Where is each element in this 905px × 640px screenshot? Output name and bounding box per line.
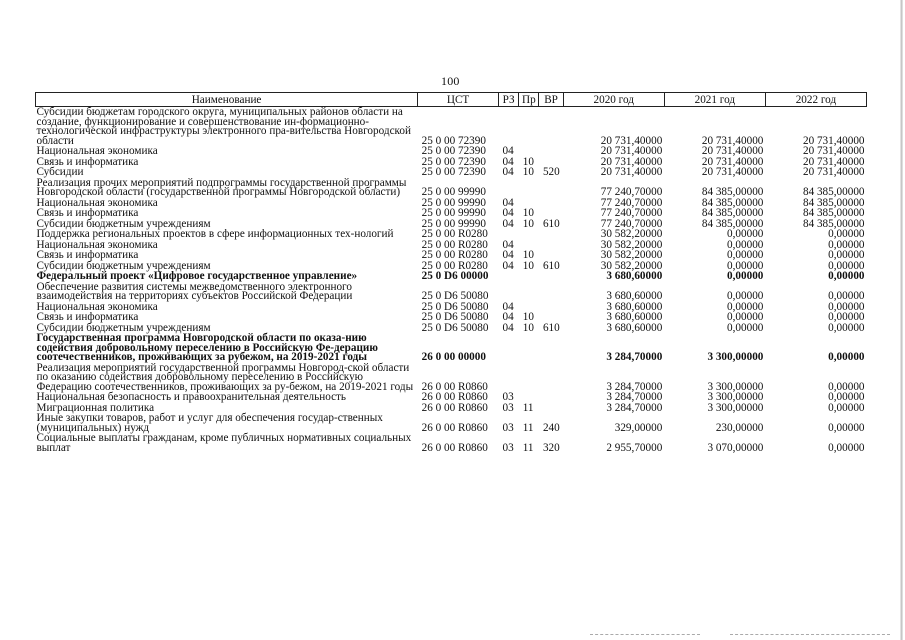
row-cst: 25 0 00 72390: [421, 145, 486, 157]
row-2022: 0,00000: [828, 421, 865, 434]
row-2021: 0,00000: [727, 270, 764, 282]
header-vr: ВР: [539, 93, 563, 107]
table-row: [36, 229, 867, 240]
row-pr: [519, 229, 539, 240]
row-vr: 610: [542, 259, 560, 272]
table-row: [36, 250, 867, 261]
row-rz: 04: [502, 321, 514, 334]
row-cst: 25 0 00 99990: [421, 207, 486, 219]
row-rz: 04: [502, 311, 514, 323]
row-2020: 77 240,70000: [600, 217, 663, 230]
row-cst: 25 0 D6 00000: [421, 270, 489, 282]
header-2020: 2020 год: [563, 93, 664, 107]
row-2021: 0,00000: [727, 249, 764, 261]
row-vr: [539, 178, 563, 198]
row-2020: 3 284,70000: [606, 401, 663, 414]
budget-table: [35, 92, 867, 453]
row-cst: 25 0 00 R0280: [421, 249, 488, 261]
row-name: Государственная программа Новгородской области по оказа-нию содействия добровольному переселению в Российскую Фе-дерацию соотечественников, проживающих за рубежом, на 2019-2021 годы: [36, 332, 378, 363]
scan-edge: [900, 0, 903, 640]
row-2022: 84 385,00000: [802, 186, 865, 198]
row-cst: 26 0 00 R0860: [421, 391, 488, 403]
row-vr: [539, 240, 563, 251]
row-rz: 04: [502, 155, 514, 168]
row-cst: 25 0 D6 50080: [421, 321, 489, 334]
row-vr: [539, 312, 563, 323]
row-cst: 25 0 00 99990: [421, 196, 486, 209]
table-row: [36, 178, 867, 198]
row-rz: 04: [502, 166, 514, 178]
row-2022: 0,00000: [828, 351, 865, 363]
row-2021: 0,00000: [727, 259, 764, 272]
row-2021: 20 731,40000: [701, 166, 764, 178]
row-vr: [539, 392, 563, 403]
row-pr: 10: [522, 166, 534, 178]
row-2020: 3 680,60000: [606, 300, 663, 313]
row-vr: [539, 198, 563, 209]
row-2020: 20 731,40000: [600, 166, 663, 178]
row-2022: 0,00000: [828, 249, 865, 261]
row-rz: 04: [502, 249, 514, 261]
row-vr: [539, 403, 563, 414]
row-cst: 25 0 D6 50080: [421, 300, 489, 313]
table-row: [36, 312, 867, 323]
row-vr: [539, 302, 563, 313]
row-pr: [519, 107, 539, 147]
row-2020: 20 731,40000: [600, 155, 663, 168]
row-2020: 30 582,20000: [600, 228, 663, 240]
row-vr: 320: [542, 441, 560, 454]
row-2022: 0,00000: [828, 228, 865, 240]
row-2020: 30 582,20000: [600, 249, 663, 261]
row-2020: 3 680,60000: [606, 311, 663, 323]
row-rz: 04: [502, 207, 514, 219]
row-rz: [499, 282, 519, 302]
table-row: [36, 333, 867, 363]
row-pr: 11: [522, 441, 534, 454]
row-rz: 03: [502, 421, 514, 434]
row-name: Реализация мероприятий государственной программы Новгород-ской области по оказанию содействия добровольному переселению в Российскую Федерацию соотечественников, проживающих за ру-бежом, на 2019-2021 годы: [36, 361, 414, 393]
scan-mark: [590, 634, 700, 636]
row-2021: 3 300,00000: [707, 351, 764, 363]
row-name: Обеспечение развития системы межведомственного электронного взаимодействия на территориях субъектов Российской Федерации: [36, 280, 353, 302]
row-2021: 84 385,00000: [701, 196, 764, 209]
row-2022: 0,00000: [828, 311, 865, 323]
row-name: Федеральный проект «Цифровое государственное управление»: [36, 270, 358, 282]
row-2020: 30 582,20000: [600, 259, 663, 272]
table-row: [36, 208, 867, 219]
header-name: Наименование: [36, 93, 418, 107]
table-row: [36, 433, 867, 453]
row-name: Связь и информатика: [36, 207, 139, 219]
table-row: [36, 363, 867, 393]
row-pr: 10: [522, 249, 534, 261]
row-cst: 25 0 00 72390: [421, 166, 486, 178]
table-row: [36, 282, 867, 302]
row-cst: 26 0 00 R0860: [421, 441, 488, 454]
row-name: Субсидии бюджетам городского округа, муниципальных районов области на создание, функционирование и совершенствование ин-формационно-технологической инфраструктуры электронного пра-вительства Новгородской области: [36, 106, 411, 147]
row-2021: 20 731,40000: [701, 155, 764, 168]
row-rz: [499, 333, 519, 363]
row-2021: 3 300,00000: [707, 391, 764, 403]
row-2020: 3 284,70000: [606, 380, 663, 393]
row-pr: 10: [522, 207, 534, 219]
row-cst: 26 0 00 R0860: [421, 421, 488, 434]
row-2020: 77 240,70000: [600, 186, 663, 198]
row-name: Национальная экономика: [36, 145, 158, 157]
header-2021: 2021 год: [664, 93, 765, 107]
row-vr: [539, 208, 563, 219]
row-2020: 3 284,70000: [606, 351, 663, 363]
row-name: Национальная экономика: [36, 196, 158, 209]
header-pr: Пр: [519, 93, 539, 107]
row-2021: 3 300,00000: [707, 401, 764, 414]
row-2021: 20 731,40000: [701, 134, 764, 147]
header-2022: 2022 год: [765, 93, 866, 107]
row-2021: 0,00000: [727, 300, 764, 313]
row-cst: 25 0 D6 50080: [421, 311, 489, 323]
row-rz: [499, 178, 519, 198]
row-cst: 25 0 00 R0280: [421, 228, 488, 240]
row-pr: [519, 333, 539, 363]
header-cst: ЦСТ: [418, 93, 499, 107]
row-rz: 04: [502, 217, 514, 230]
row-rz: [499, 229, 519, 240]
row-name: Национальная экономика: [36, 300, 158, 313]
row-cst: 25 0 00 R0280: [421, 238, 488, 251]
row-cst: 26 0 00 R0860: [421, 380, 488, 393]
row-rz: [499, 271, 519, 282]
row-2022: 84 385,00000: [802, 217, 865, 230]
row-rz: 04: [502, 196, 514, 209]
row-vr: [539, 107, 563, 147]
row-name: Субсидии бюджетным учреждениям: [36, 259, 211, 272]
row-rz: [499, 107, 519, 147]
row-2021: 0,00000: [727, 228, 764, 240]
row-rz: 04: [502, 259, 514, 272]
row-cst: 25 0 00 99990: [421, 217, 486, 230]
row-2022: 84 385,00000: [802, 196, 865, 209]
row-2021: 0,00000: [727, 290, 764, 302]
row-2020: 2 955,70000: [606, 441, 663, 454]
row-pr: [519, 146, 539, 157]
row-2020: 3 284,70000: [606, 391, 663, 403]
row-pr: [519, 282, 539, 302]
row-2020: 3 680,60000: [606, 270, 663, 282]
row-2022: 0,00000: [828, 300, 865, 313]
row-pr: 10: [522, 311, 534, 323]
row-name: Субсидии бюджетным учреждениям: [36, 217, 211, 230]
row-name: Связь и информатика: [36, 155, 139, 168]
row-rz: 04: [502, 145, 514, 157]
row-2022: 0,00000: [828, 380, 865, 393]
row-name: Национальная безопасность и правоохранительная деятельность: [36, 391, 347, 403]
row-pr: 10: [522, 155, 534, 168]
row-2022: 20 731,40000: [802, 155, 865, 168]
header-rz: РЗ: [499, 93, 519, 107]
row-vr: 520: [542, 166, 560, 178]
table-body: [36, 107, 867, 454]
row-vr: [539, 229, 563, 240]
row-2021: 230,00000: [715, 421, 764, 434]
row-name: Социальные выплаты гражданам, кроме публичных нормативных социальных выплат: [36, 432, 412, 454]
table-row: [36, 271, 867, 282]
row-vr: 610: [542, 321, 560, 334]
row-vr: [539, 333, 563, 363]
row-name: Субсидии бюджетным учреждениям: [36, 321, 211, 334]
scan-mark: [730, 634, 890, 636]
row-rz: 03: [502, 391, 514, 403]
row-2021: 84 385,00000: [701, 186, 764, 198]
row-cst: 26 0 00 00000: [421, 351, 486, 363]
row-name: Национальная экономика: [36, 238, 158, 251]
row-2021: 84 385,00000: [701, 217, 764, 230]
row-cst: 26 0 00 R0860: [421, 401, 488, 414]
table-row: [36, 413, 867, 433]
row-name: Связь и информатика: [36, 311, 139, 323]
row-pr: 11: [522, 401, 534, 414]
row-2021: 0,00000: [727, 311, 764, 323]
row-2020: 20 731,40000: [600, 134, 663, 147]
row-2021: 0,00000: [727, 238, 764, 251]
table-row: [36, 392, 867, 403]
table-header: [36, 93, 867, 107]
row-cst: 25 0 00 72390: [421, 134, 486, 147]
row-pr: 10: [522, 321, 534, 334]
row-2020: 77 240,70000: [600, 196, 663, 209]
row-2020: 3 680,60000: [606, 290, 663, 302]
row-2021: 3 300,00000: [707, 380, 764, 393]
table-row: [36, 146, 867, 157]
row-rz: [499, 363, 519, 393]
row-vr: [539, 271, 563, 282]
row-cst: 25 0 00 72390: [421, 155, 486, 168]
row-2021: 20 731,40000: [701, 145, 764, 157]
row-2022: 20 731,40000: [802, 145, 865, 157]
row-name: Связь и информатика: [36, 249, 139, 261]
row-2020: 30 582,20000: [600, 238, 663, 251]
row-2022: 0,00000: [828, 401, 865, 414]
row-rz: 03: [502, 401, 514, 414]
row-vr: [539, 250, 563, 261]
row-2021: 0,00000: [727, 321, 764, 334]
row-2022: 0,00000: [828, 391, 865, 403]
row-2022: 84 385,00000: [802, 207, 865, 219]
row-pr: 10: [522, 217, 534, 230]
row-vr: [539, 363, 563, 393]
row-rz: 04: [502, 238, 514, 251]
row-2020: 3 680,60000: [606, 321, 663, 334]
row-2022: 0,00000: [828, 270, 865, 282]
row-2022: 0,00000: [828, 290, 865, 302]
row-2022: 0,00000: [828, 441, 865, 454]
row-name: Иные закупки товаров, работ и услуг для обеспечения государ-ственных (муниципальных) нужд: [36, 412, 383, 434]
row-vr: [539, 146, 563, 157]
row-name: Миграционная политика: [36, 401, 155, 414]
row-vr: 610: [542, 217, 560, 230]
row-2022: 0,00000: [828, 259, 865, 272]
row-pr: [519, 271, 539, 282]
row-2021: 3 070,00000: [707, 441, 764, 454]
row-vr: [539, 282, 563, 302]
row-cst: 25 0 00 R0280: [421, 259, 488, 272]
row-cst: 25 0 00 99990: [421, 186, 486, 198]
row-2022: 20 731,40000: [802, 166, 865, 178]
row-rz: 03: [502, 441, 514, 454]
row-2022: 0,00000: [828, 238, 865, 251]
row-cst: 25 0 D6 50080: [421, 290, 489, 302]
row-2022: 0,00000: [828, 321, 865, 334]
row-pr: [519, 392, 539, 403]
row-2020: 329,00000: [614, 421, 663, 434]
row-2022: 20 731,40000: [802, 134, 865, 147]
row-2021: 84 385,00000: [701, 207, 764, 219]
row-pr: [519, 363, 539, 393]
row-name: Поддержка региональных проектов в сфере информационных тех-нологий: [36, 228, 394, 240]
table-row: [36, 107, 867, 147]
row-pr: 10: [522, 259, 534, 272]
table-row: [36, 167, 867, 178]
row-vr: 240: [542, 421, 560, 434]
row-rz: 04: [502, 300, 514, 313]
row-2020: 77 240,70000: [600, 207, 663, 219]
row-pr: [519, 178, 539, 198]
row-name: Реализация прочих мероприятий подпрограммы государственной программы Новгородской области (государственной программы Новгородской области): [36, 176, 407, 198]
page-number: 100: [441, 74, 460, 88]
row-pr: 11: [522, 421, 534, 434]
row-2020: 20 731,40000: [600, 145, 663, 157]
row-name: Субсидии: [36, 166, 84, 178]
